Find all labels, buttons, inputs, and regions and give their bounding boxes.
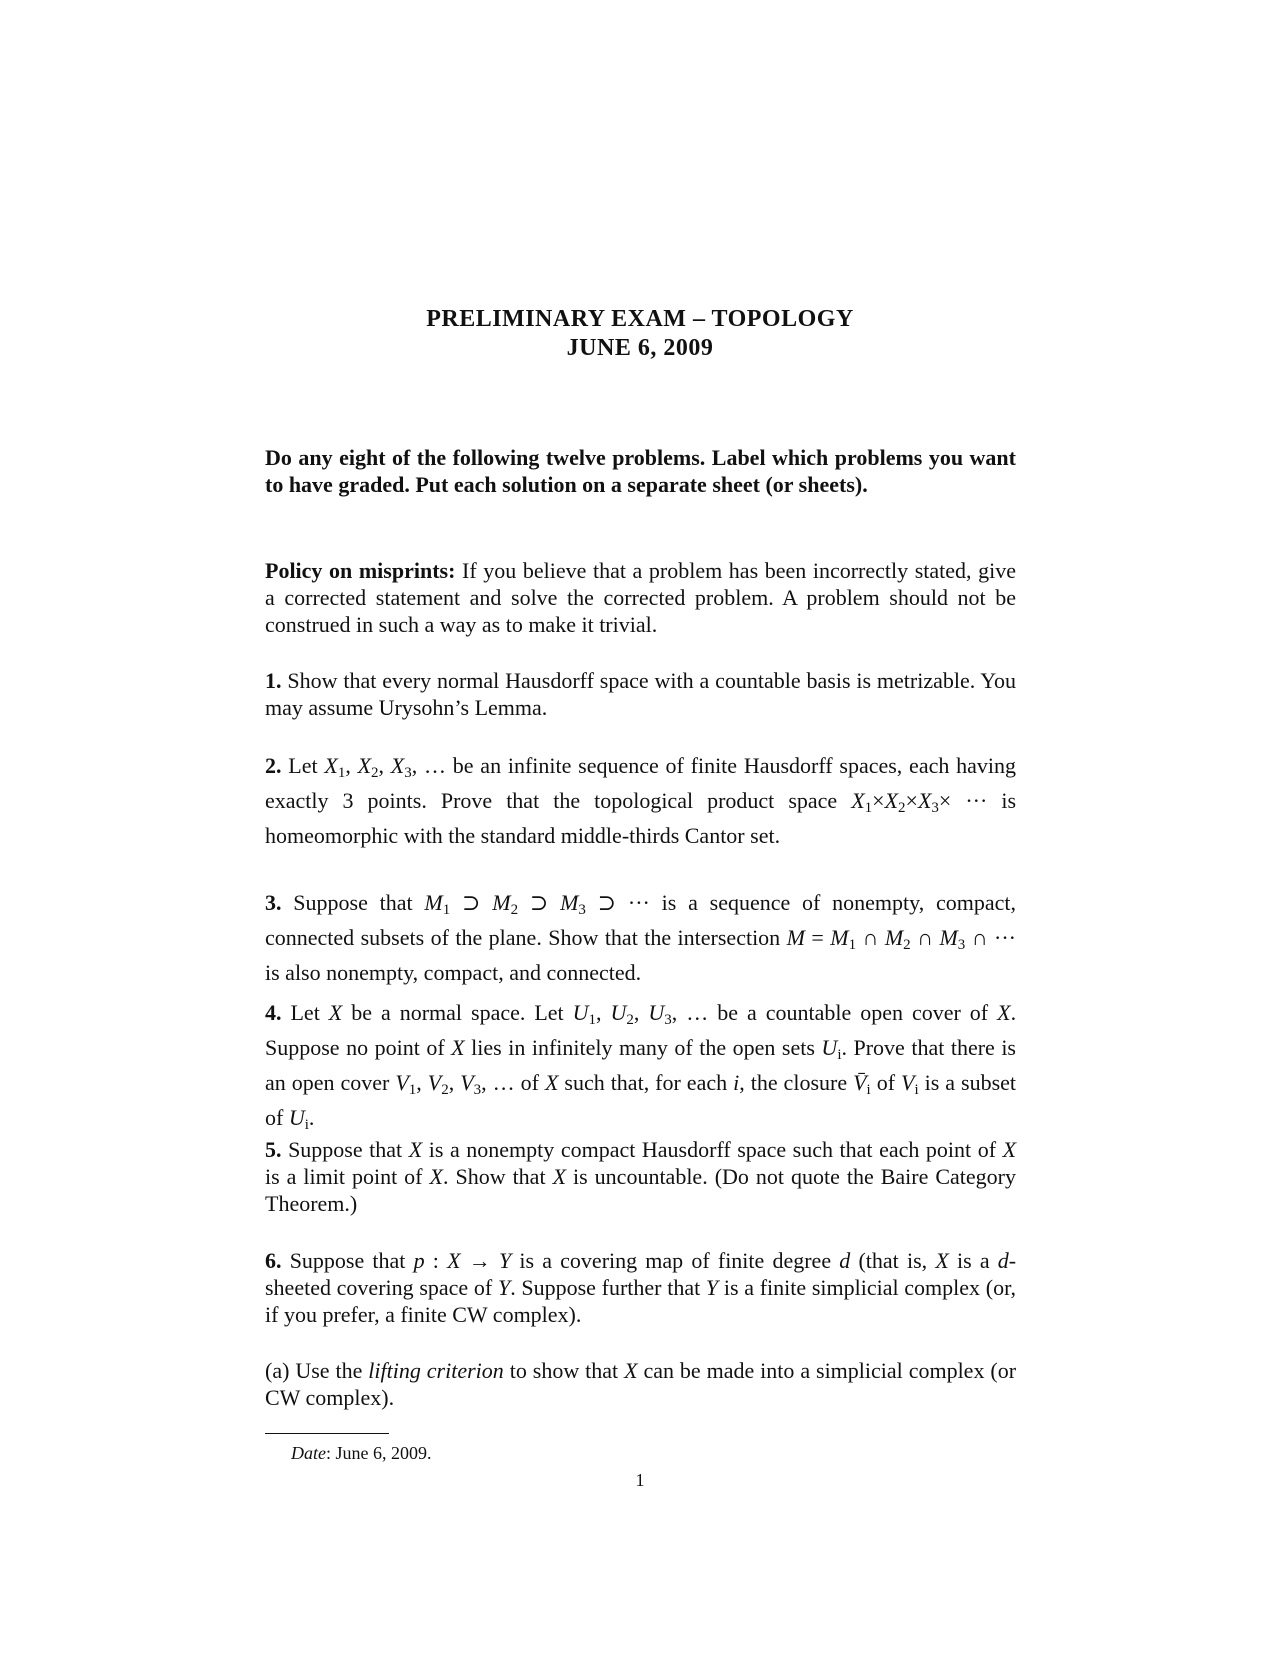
text: to show that: [509, 1358, 619, 1383]
footnote-label: Date: [291, 1443, 326, 1463]
math-var: X: [884, 788, 899, 813]
math-var: X: [997, 1000, 1011, 1025]
problem-number: 6.: [265, 1248, 282, 1273]
math-var: M: [884, 925, 904, 950]
exam-title: PRELIMINARY EXAM – TOPOLOGY: [426, 306, 854, 332]
math-var: d: [997, 1248, 1009, 1273]
text: -sheeted covering space of: [265, 1248, 1017, 1300]
text: Let: [290, 1000, 320, 1025]
text: ,: [416, 1070, 422, 1095]
text: is a subset of: [265, 1070, 1017, 1130]
problem-number: 3.: [265, 890, 282, 915]
math-var: M: [492, 890, 511, 915]
text: , … be a countable open cover of: [671, 1000, 989, 1025]
math-var: p: [413, 1248, 425, 1273]
subscript: 3: [473, 1082, 482, 1098]
math-var: i: [733, 1070, 740, 1095]
text: ,: [378, 753, 385, 778]
text: can be made into a simplicial complex (or CW complex).: [265, 1358, 1017, 1410]
math-var: X: [624, 1358, 638, 1383]
subscript: 2: [371, 765, 379, 781]
problem-number: 5.: [265, 1137, 282, 1162]
subscript: i: [837, 1047, 842, 1063]
math-var: M: [939, 925, 958, 950]
subscript: 3: [664, 1012, 672, 1028]
text: be a normal space. Let: [351, 1000, 564, 1025]
subscript: 1: [408, 1082, 417, 1098]
text: . Suppose further that: [510, 1275, 701, 1300]
math-var: M: [786, 925, 805, 950]
text: is a covering map of finite degree: [519, 1248, 832, 1273]
subscript: 3: [578, 902, 586, 918]
math-var: X: [447, 1248, 461, 1273]
subscript: 2: [441, 1082, 449, 1098]
subscript: 2: [510, 902, 519, 918]
footnote-rule: [265, 1433, 389, 1434]
math-symbol: =: [811, 925, 824, 950]
math-var: X: [324, 753, 338, 778]
text: ⊃ ··· is a sequence of nonempty, compact, connected subsets of the plane. Show that the intersection: [265, 890, 1017, 950]
subscript: i: [866, 1082, 871, 1098]
math-var: U: [610, 1000, 627, 1025]
problem-number: 1.: [265, 668, 282, 693]
text: ∩ ··· is also nonempty, compact, and connected.: [265, 925, 1017, 985]
math-symbol: ⊃: [462, 890, 481, 915]
math-var: X: [429, 1164, 443, 1189]
instructions: Do any eight of the following twelve problems. Label which problems you want to have graded. Put each solution on a separate sheet (or sheets).: [265, 445, 1016, 497]
math-symbol: ⊃: [529, 890, 549, 915]
text: of: [876, 1070, 896, 1095]
text: × ··· is homeomorphic with the standard middle-thirds Cantor set.: [265, 788, 1016, 848]
math-symbol: ×: [872, 788, 885, 813]
text: ,: [596, 1000, 602, 1025]
math-var: X: [1002, 1137, 1017, 1162]
problem-text: Show that every normal Hausdorff space with a countable basis is metrizable. You may assume Urysohn’s Lemma.: [265, 668, 1016, 720]
subscript: 1: [442, 902, 451, 918]
math-var: M: [560, 890, 579, 915]
math-var: X: [851, 788, 865, 813]
math-var: U: [572, 1000, 589, 1025]
subscript: 2: [626, 1012, 634, 1028]
math-var: X: [935, 1248, 949, 1273]
text: , the closure: [739, 1070, 848, 1095]
text: is uncountable. (Do not quote the Baire Category Theorem.): [265, 1164, 1017, 1216]
emphasis: lifting criterion: [368, 1358, 504, 1383]
subscript: 1: [848, 937, 857, 953]
text: is a: [956, 1248, 990, 1273]
problem-2: [265, 752, 1016, 849]
text: . Show that: [442, 1164, 546, 1189]
math-var: M: [830, 925, 849, 950]
text: Let: [288, 753, 318, 778]
text: is a nonempty compact Hausdorff space such that each point of: [428, 1137, 997, 1162]
subscript: 1: [337, 765, 346, 781]
math-var: Y: [705, 1275, 719, 1300]
problem-5: [265, 1136, 1016, 1217]
subscript: i: [304, 1117, 309, 1133]
text: , … of: [481, 1070, 539, 1095]
math-var: Y: [498, 1248, 512, 1273]
footnote: [291, 1443, 432, 1464]
problem-6-part-a: [265, 1357, 1016, 1411]
math-var: X: [917, 788, 932, 813]
text: Suppose that: [289, 1248, 406, 1273]
text: . Prove that there is an open cover: [265, 1035, 1016, 1095]
math-var: V: [427, 1070, 442, 1095]
math-var: U: [288, 1105, 305, 1130]
math-var: V: [901, 1070, 915, 1095]
text: .: [308, 1105, 315, 1130]
subscript: 3: [404, 765, 412, 781]
math-var: X: [357, 753, 372, 778]
text: ,: [345, 753, 351, 778]
text: is a limit point of: [265, 1164, 423, 1189]
math-symbol: ∩: [862, 925, 879, 950]
page-number: 1: [635, 1470, 645, 1490]
math-var: d: [839, 1248, 851, 1273]
subscript: i: [914, 1082, 919, 1098]
math-var: U: [821, 1035, 838, 1060]
subscript: 2: [903, 937, 911, 953]
text: (that is,: [858, 1248, 928, 1273]
math-var: X: [390, 753, 405, 778]
math-var: M: [424, 890, 443, 915]
policy-text: If you believe that a problem has been incorrectly stated, give a corrected statement and solve the corrected problem. A problem should not be construed in such a way as to make it trivial.: [265, 558, 1017, 637]
problem-number: 2.: [265, 753, 282, 778]
text: such that, for each: [564, 1070, 728, 1095]
math-var: X: [544, 1070, 559, 1095]
math-var: X: [552, 1164, 567, 1189]
math-symbol: ×: [905, 788, 918, 813]
problem-number: 4.: [265, 1000, 282, 1025]
problem-4: [265, 999, 1016, 1139]
subscript: 1: [588, 1012, 597, 1028]
subscript: 1: [864, 800, 873, 816]
text: ,: [448, 1070, 455, 1095]
text: (a) Use the: [265, 1358, 363, 1383]
text: , … be an infinite sequence of finite Hausdorff spaces, each having exactly 3 points. Prove that the topological product space: [265, 753, 1016, 813]
math-symbol: ∩: [917, 925, 933, 950]
exam-date: JUNE 6, 2009: [566, 335, 714, 361]
math-var: X: [328, 1000, 343, 1025]
subscript: 3: [931, 800, 939, 816]
text: . Suppose no point of: [265, 1000, 1017, 1060]
math-var: V: [395, 1070, 409, 1095]
policy-label: Policy on misprints:: [265, 558, 456, 583]
problem-1: [265, 667, 1016, 721]
text: is a finite simplicial complex (or, if you prefer, a finite CW complex).: [265, 1275, 1017, 1327]
math-var: V: [460, 1070, 474, 1095]
text: ,: [633, 1000, 640, 1025]
math-var: Y: [497, 1275, 511, 1300]
math-var: X: [451, 1035, 465, 1060]
math-var: U: [648, 1000, 665, 1025]
problem-6: [265, 1247, 1016, 1328]
text: lies in infinitely many of the open sets: [471, 1035, 815, 1060]
text: Suppose that: [288, 1137, 403, 1162]
problem-3: [265, 889, 1016, 986]
subscript: 3: [957, 937, 966, 953]
misprint-policy: [265, 557, 1016, 638]
subscript: 2: [898, 800, 906, 816]
footnote-text: : June 6, 2009.: [326, 1443, 432, 1463]
math-var: X: [408, 1137, 423, 1162]
math-symbol: →: [468, 1248, 491, 1273]
math-symbol: :: [432, 1248, 439, 1273]
text: Suppose that: [293, 890, 413, 915]
math-var: V̄: [853, 1070, 867, 1095]
